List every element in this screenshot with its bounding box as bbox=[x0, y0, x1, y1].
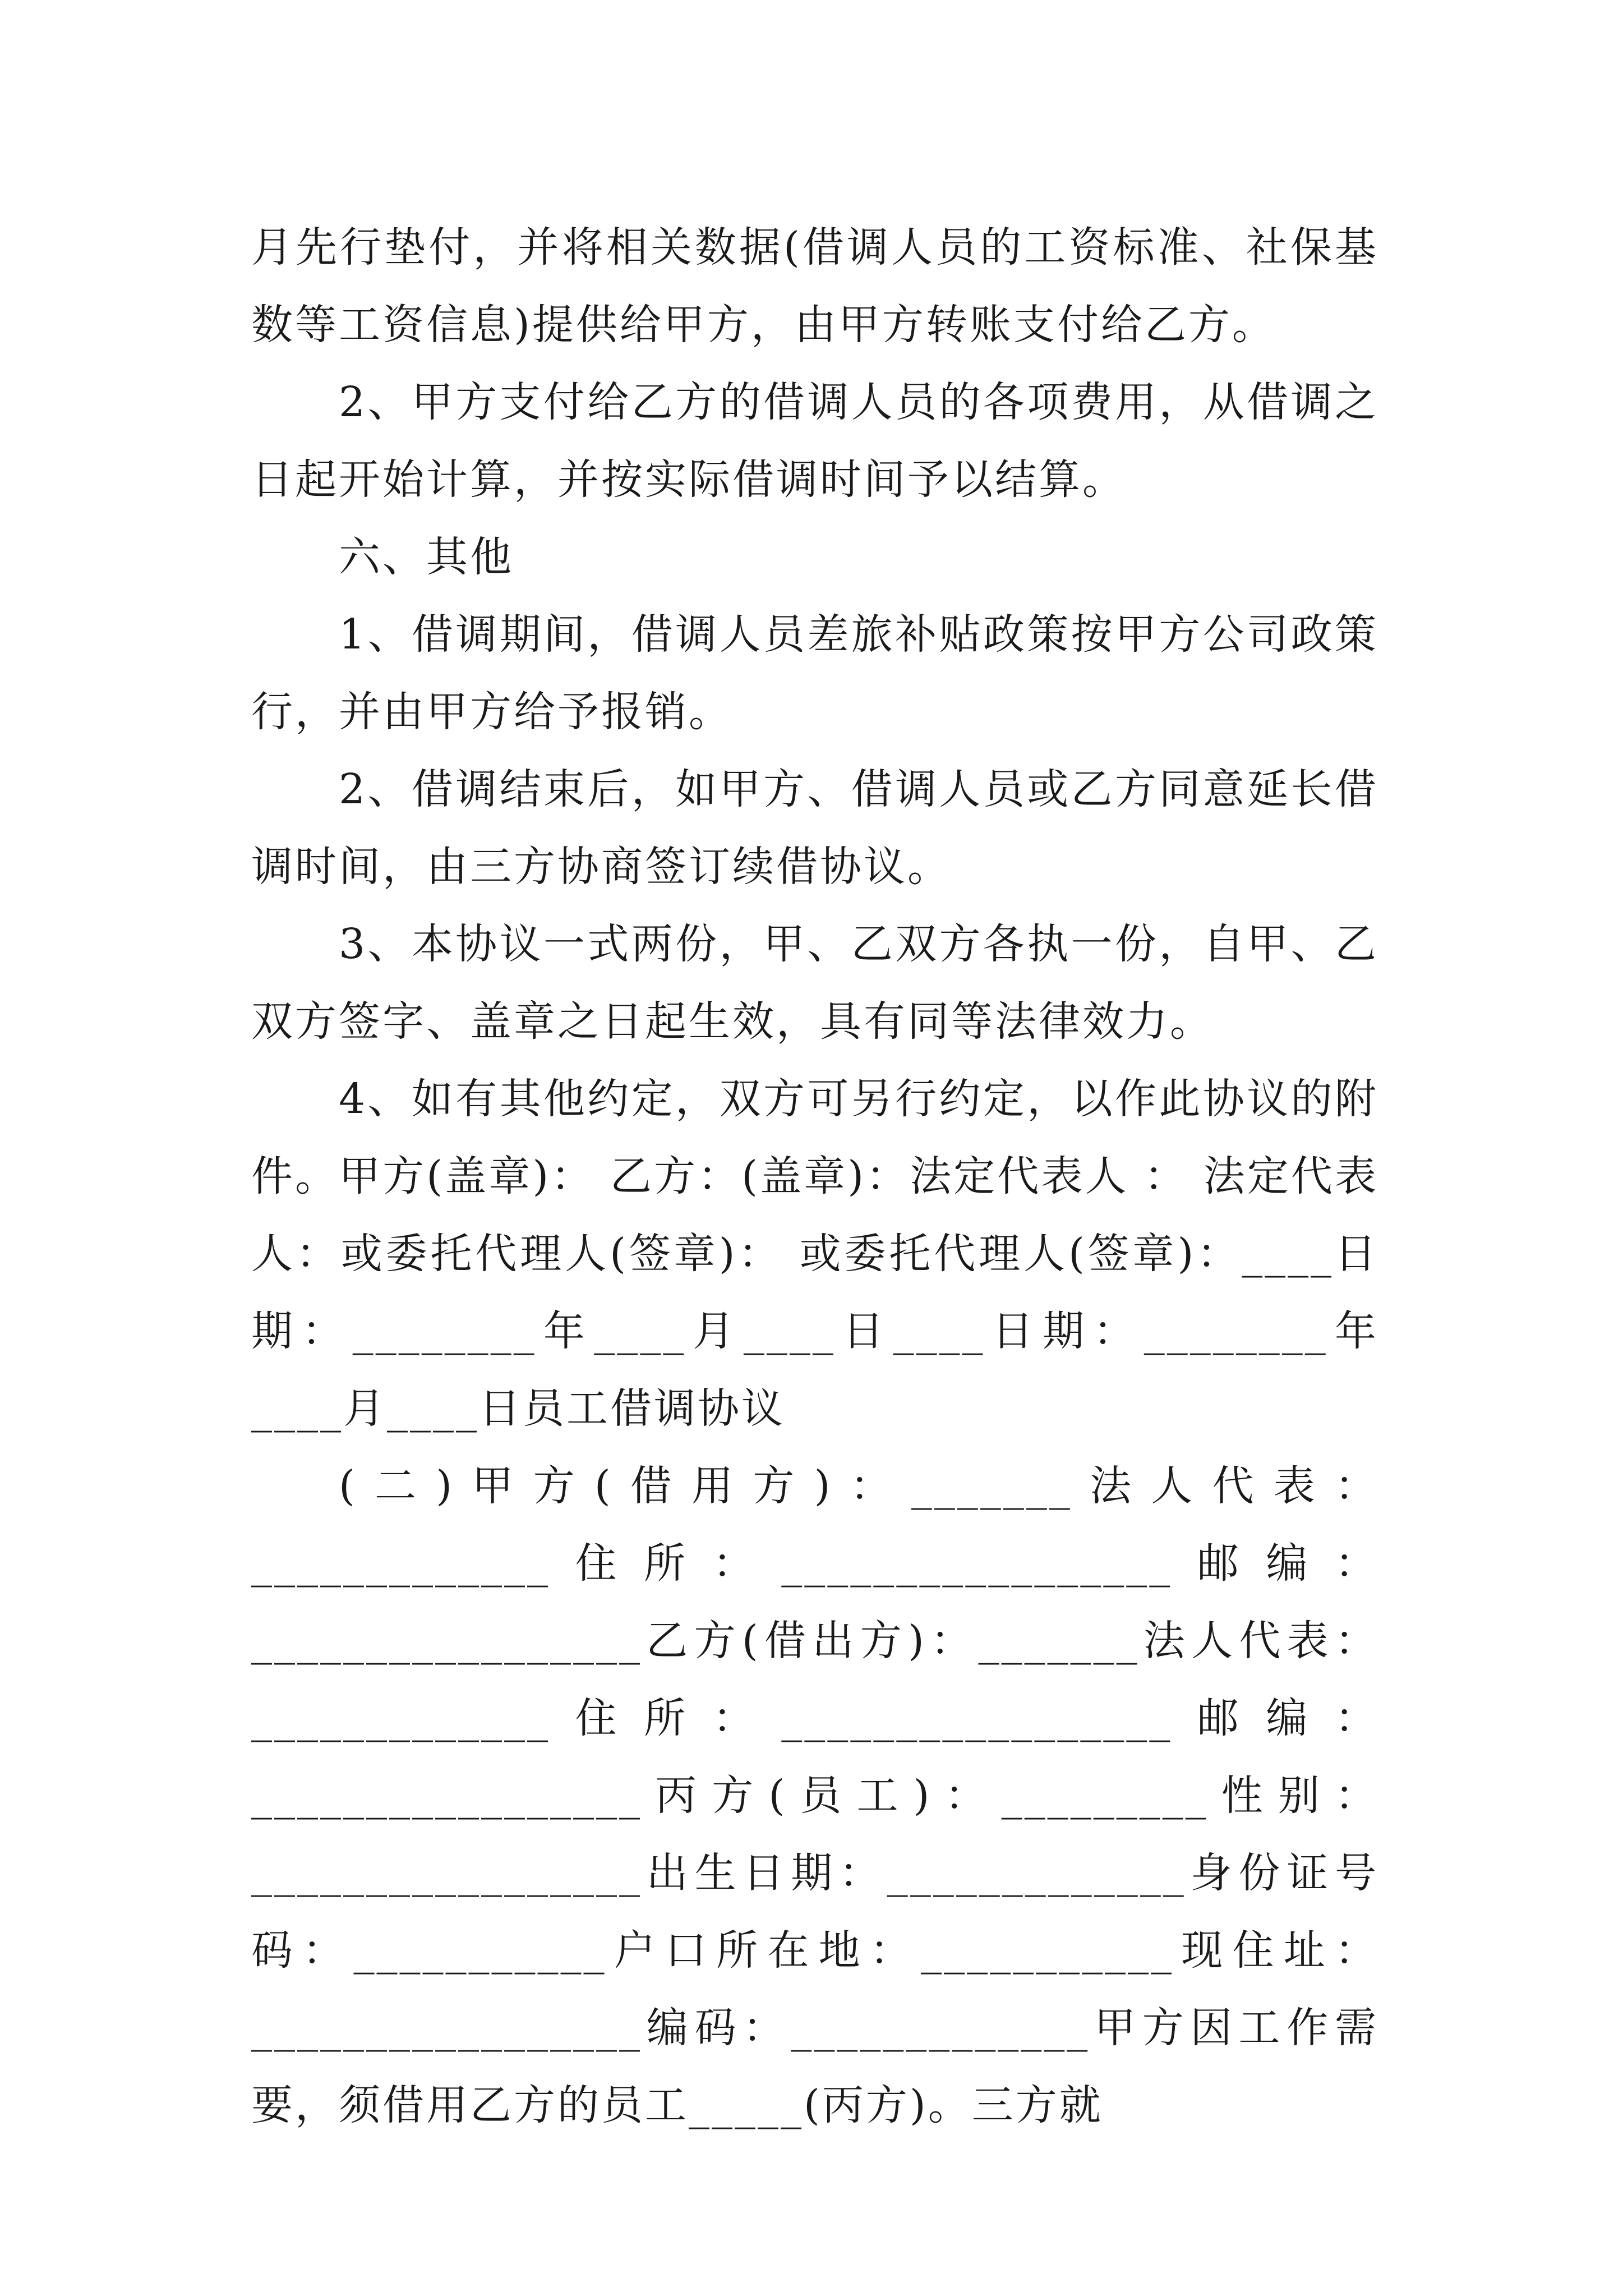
paragraph-settlement: 2、甲方支付给乙方的借调人员的各项费用，从借调之日起开始计算，并按实际借调时间予以结算。 bbox=[251, 378, 1378, 504]
paragraph-extension: 2、借调结束后，如甲方、借调人员或乙方同意延长借调时间，由三方协商签订续借协议。 bbox=[251, 765, 1378, 891]
section-heading-other: 六、其他 bbox=[339, 533, 514, 581]
paragraph-continued bbox=[251, 209, 1378, 364]
paragraph-signatures: 4、如有其他约定，双方可另行约定，以作此协议的附件。甲方(盖章)： 乙方：(盖章)：法定代表人 ： 法定代表人：或委托代理人(签章)： 或委托代理人(签章)：____日期：________年____月____日____日期：________年____月____日员工借调协议 bbox=[251, 1075, 1378, 1433]
text-line: 月先行垫付，并将相关数据(借调人员的工资标准、社保基 bbox=[251, 223, 1378, 272]
paragraph-parties: (二)甲方(借用方)：_______法人代表：_____________住所：_________________邮编：_________________乙方(借出方)：_______法人代表：_____________住所：_________________邮编：_________________丙方(员工)：_________性别：_________________出生日期：_____________身份证号码：___________户口所在地：___________现住址：_________________编码：_____________甲方因工作需要，须借用乙方的员工_____(丙方)。三方就 bbox=[251, 1462, 1378, 2129]
text-line: 数等工资信息)提供给甲方，由甲方转账支付给乙方。 bbox=[251, 301, 1276, 349]
paragraph-travel-allowance: 1、借调期间，借调人员差旅补贴政策按甲方公司政策行，并由甲方给予报销。 bbox=[251, 610, 1378, 736]
document-body bbox=[251, 209, 1378, 2144]
paragraph-copies: 3、本协议一式两份，甲、乙双方各执一份，自甲、乙双方签字、盖章之日起生效，具有同等法律效力。 bbox=[251, 920, 1378, 1046]
